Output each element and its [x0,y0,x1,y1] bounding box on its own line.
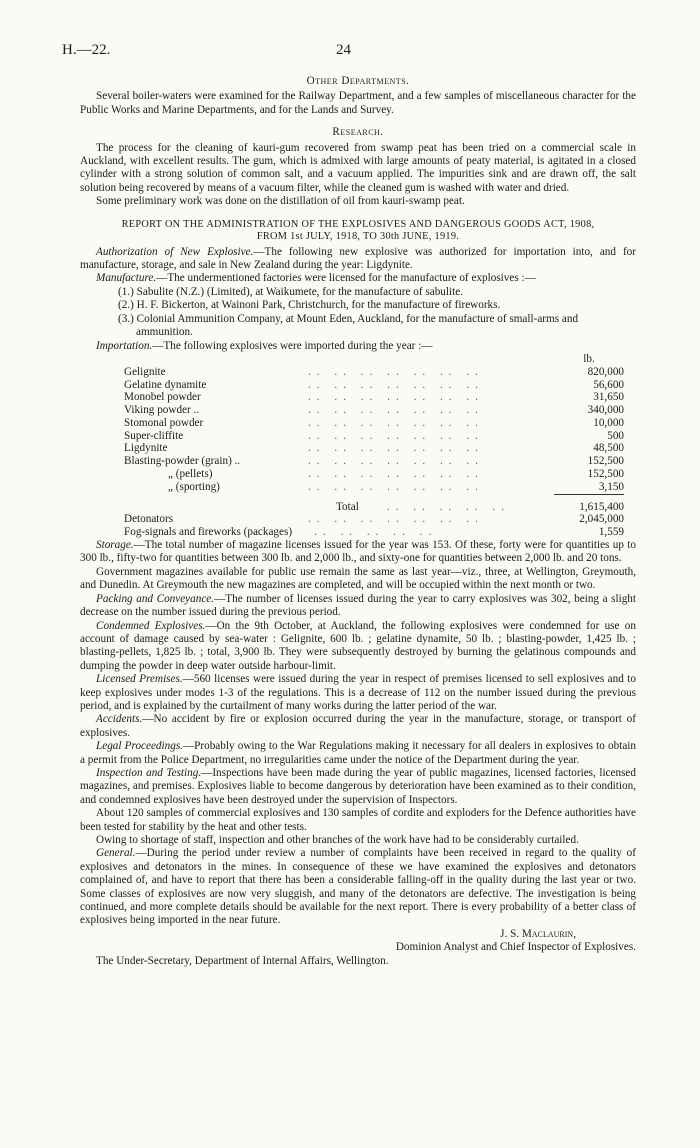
paragraph-other-departments: Several boiler-waters were examined for the Railway Department, and a few samples of miscellaneous character for the Public Works and Marine Departments, and for the Lands and Survey. [80,90,636,116]
signature-name: J. S. Maclaurin, [500,927,576,940]
paragraph-inspection [80,767,636,807]
table-row: Detonators .. .. .. .. .. .. .. 2,045,000 [124,513,624,526]
page-header [0,44,700,62]
import-value: 820,000 [587,365,624,378]
import-value: 48,500 [593,442,624,455]
authorization-label: Authorization of New Explosive. [96,245,254,258]
legal-label: Legal Proceedings. [96,740,183,753]
paragraph-authorization [80,246,636,273]
table-row: Monobel powder .. .. .. .. .. .. .. 31,650 [124,391,624,404]
packing-text: —The number of licenses issued during the year to carry explosives was 302, being a slight decrease on the number issued during the previous period. [80,592,637,619]
section-heading-research: Research. [332,126,384,139]
importation-text: —The following explosives were imported during the year :— [152,339,433,352]
table-row: Stomonal powder .. .. .. .. .. .. .. 10,000 [124,416,624,429]
table-total-row: Total .. .. .. .. .. 1,615,400 [124,494,624,513]
table-row: „ (sporting) .. .. .. .. .. .. .. 3,150 [124,481,624,494]
page-number: 24 [336,42,351,58]
report-title [80,219,636,243]
accidents-text: —No accident by fire or explosion occurred during the year in the manufacture, storage, or transport of explosives. [80,713,636,739]
paragraph-condemned [80,620,636,674]
section-heading-other-departments: Other Departments. [306,75,410,87]
import-value: 56,600 [593,378,624,391]
factory-item: (3.) Colonial Ammunition Company, at Mount Eden, Auckland, for the manufacture of small-arms and ammunition. [118,312,579,339]
table-row: Ligdynite .. .. .. .. .. .. .. 48,500 [124,442,624,455]
import-name: Gelignite [124,365,166,378]
storage-text: —The total number of magazine licenses issued for the year was 153. Of these, forty were for quantities up to 300 lb., fifty-two for quantities between 300 lb. and 2,000 lb., and sixty-one for quantities between 2,000 lb. and 20 tons. [80,539,636,565]
extra-value: 1,559 [598,526,624,539]
authorization-text: —The following new explosive was authorized for importation into, and for manufacture, storage, and sale in New Zealand during the year: Ligdynite. [80,245,636,272]
table-row: Gelignite .. .. .. .. .. .. .. 820,000 [124,365,624,378]
extra-name: Detonators [124,513,174,526]
accidents-label: Accidents. [96,713,143,726]
report-title-line-2: FROM 1st JULY, 1918, TO 30th JUNE, 1919. [256,230,460,242]
import-name: Viking powder .. [124,404,200,417]
import-value: 3,150 [598,480,624,493]
paragraph-samples: About 120 samples of commercial explosives and 130 samples of cordite and exploders for the Defence authorities have been tested for stability by the heat and other tests. [80,807,636,833]
report-title-line-1: REPORT ON THE ADMINISTRATION OF THE EXPLOSIVES AND DANGEROUS GOODS ACT, 1908, [121,218,595,230]
signature-title: Dominion Analyst and Chief Inspector of Explosives. [395,941,636,954]
total-value: 1,615,400 [554,494,624,513]
import-value: 10,000 [593,416,624,429]
legal-text: —Probably owing to the War Regulations making it necessary for all dealers in explosives to obtain a permit from the Police Department, no irregularities came under the notice of the Department during the year. [80,740,636,766]
import-name: Monobel powder [124,391,201,404]
import-name: „ (pellets) [168,468,213,481]
imports-table [124,353,624,539]
general-text: —During the period under review a number of complaints have been received in regard to the quality of explosives and detonators in the mines. In consequence of these we have examined the explosives and detonators complained of, and have to report that there has been a considerable falling-off in the quality during the last year or two. Some classes of explosives are now very sluggish, and many of the detonators are defective. The investigation is being continued, and more complete details should be available for the next report. There is every probability of a better class of explosives being imported in the near future. [80,847,636,927]
paragraph-storage [80,539,636,566]
inspection-text: —Inspections have been made during the year of public magazines, licensed factories, licensed magazines, and premises. Explosives liable to become dangerous by deterioration have been examined as to their condition, and condemned explosives have been destroyed under the supervision of Inspectors. [80,766,636,806]
import-value: 152,500 [587,468,624,481]
paragraph-importation [80,340,636,353]
paragraph-packing [80,593,636,620]
table-row: Super-cliffite .. .. .. .. .. .. .. 500 [124,429,624,442]
factory-item: (2.) H. F. Bickerton, at Wainoni Park, Christchurch, for the manufacture of fireworks. [118,299,501,312]
factory-item: (1.) Sabulite (N.Z.) (Limited), at Waikumete, for the manufacture of sabulite. [118,285,463,298]
inspection-label: Inspection and Testing. [96,766,202,779]
condemned-label: Condemned Explosives. [96,619,206,632]
addressee: The Under-Secretary, Department of Internal Affairs, Wellington. [96,954,389,967]
paragraph-licensed [80,673,636,713]
manufacture-text: —The undermentioned factories were licensed for the manufacture of explosives :— [156,272,536,285]
table-row: Viking powder .. .. .. .. .. .. .. .. 340,000 [124,404,624,417]
import-name: Blasting-powder (grain) .. [124,455,241,468]
paragraph-research-2: Some preliminary work was done on the distillation of oil from kauri-swamp peat. [96,195,465,208]
table-row: Blasting-powder (grain) .. .. .. .. .. .. .. .. 152,500 [124,455,624,468]
total-label: Total [336,500,359,513]
licensed-text: —560 licenses were issued during the year in respect of premises licensed to sell explosives and to keep explosives under modes 1-3 of the regulations. This is a decrease of 112 on the number issued during the previous period, and is explained by the curtailment of many works during the latter period of the war. [80,673,636,712]
import-name: Gelatine dynamite [124,378,207,391]
packing-label: Packing and Conveyance. [96,592,215,605]
report-code: H.—22. [62,42,111,58]
storage-label: Storage. [96,539,134,552]
paragraph-research-1: The process for the cleaning of kauri-gum recovered from swamp peat has been tried on a commercial scale in Auckland, with excellent results. The gum, which is admixed with large amounts of peaty material, is agitated in a closed cylinder with a strong solution of common salt, and a vacuum applied. The impurities sink and are drawn off, the salt solution being recovered by means of a vacuum filter, while the cleaned gum is washed with water and dried. [80,141,636,194]
import-value: 152,500 [587,455,624,468]
general-label: General. [96,847,136,860]
paragraph-general [80,847,636,927]
import-name: Stomonal powder [124,416,204,429]
import-value: 500 [607,429,624,442]
table-row: Gelatine dynamite .. .. .. .. .. .. .. 56,600 [124,378,624,391]
paragraph-government-magazines: Government magazines available for public use remain the same as last year—viz., three, at Wellington, Greymouth, and Dunedin. At Greymouth the new magazines are completed, and will be occupied within the next month or two. [80,565,636,592]
table-row: Fog-signals and fireworks (packages) .. .. .. .. .. 1,559 [124,526,624,539]
import-value: 340,000 [587,404,624,417]
paragraph-shortage: Owing to shortage of staff, inspection and other branches of the work have had to be considerably curtailed. [96,834,579,846]
condemned-text: —On the 9th October, at Auckland, the following explosives were condemned for use on account of damage caused by sea-water : Gelignite, 600 lb. ; gelatine dynamite, 50 lb. ; blasting-powder, 1,425 lb. ; blasting-pellets, 1,825 lb. ; total, 3,900 lb. They were subsequently destroyed by burning the gelatinous compounds and dumping the powder in deep water outside harbour-limit. [80,619,636,672]
paragraph-accidents [80,713,636,740]
paragraph-legal [80,740,636,767]
imports-unit: lb. [583,352,595,365]
import-name: „ (sporting) [168,481,220,494]
factory-list [118,286,636,340]
page-body [80,73,636,968]
extra-value: 2,045,000 [579,513,624,526]
table-row: „ (pellets) .. .. .. .. .. .. .. 152,500 [124,468,624,481]
licensed-label: Licensed Premises. [96,673,183,686]
import-name: Super-cliffite [124,429,184,442]
paragraph-manufacture [80,272,636,285]
import-value: 31,650 [593,391,624,404]
extra-name: Fog-signals and fireworks (packages) [124,526,293,539]
imports-unit-row [124,353,624,366]
import-name: Ligdynite [124,442,168,455]
importation-label: Importation. [96,339,153,352]
manufacture-label: Manufacture. [96,272,157,285]
